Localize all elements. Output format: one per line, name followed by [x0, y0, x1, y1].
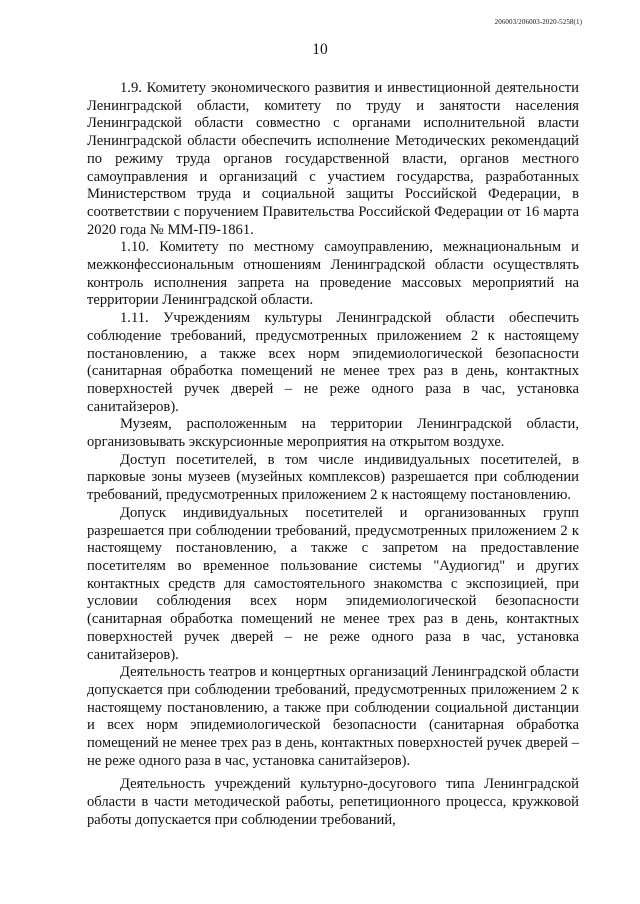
paragraph-park-access: Доступ посетителей, в том числе индивидуальных посетителей, в парковые зоны музеев (музейных комплексов) разрешается при соблюдении требований, предусмотренных приложением 2 к настоящему постановлению.: [87, 451, 579, 504]
paragraph-museums: Музеям, расположенным на территории Ленинградской области, организовывать экскурсионные мероприятия на открытом воздухе.: [87, 416, 579, 451]
paragraph-1-9: 1.9. Комитету экономического развития и инвестиционной деятельности Ленинградской области, комитету по труду и занятости населения Ленинградской области совместно с органами исполнительной власти Ленинградской области обеспечить исполнение Методических рекомендаций по режиму труда органов государственной власти, органов местного самоуправления и организаций с участием государства, разработанных Министерством труда и социальной защиты Российской Федерации, в соответствии с поручением Правительства Российской Федерации от 16 марта 2020 года № ММ-П9-1861.: [87, 80, 579, 238]
document-body: [87, 80, 579, 830]
paragraph-theatres: Деятельность театров и концертных организаций Ленинградской области допускается при соблюдении требований, предусмотренных приложением 2 к настоящему постановлению, а также при соблюдении социальной дистанции и всех норм эпидемиологической безопасности (санитарная обработка помещений не менее трех раз в день, контактных поверхностей ручек дверей – не реже одного раза в час, установка санитайзеров).: [87, 664, 579, 769]
paragraph-cultural-leisure: Деятельность учреждений культурно-досугового типа Ленинградской области в части методической работы, репетиционного процесса, кружковой работы допускается при соблюдении требований,: [87, 776, 579, 828]
paragraph-1-10: 1.10. Комитету по местному самоуправлению, межнациональным и межконфессиональным отношениям Ленинградской области осуществлять контроль исполнения запрета на проведение массовых мероприятий на территории Ленинградской области.: [87, 239, 579, 309]
page-number: 10: [312, 41, 328, 58]
paragraph-group-admission: Допуск индивидуальных посетителей и организованных групп разрешается при соблюдении требований, предусмотренных приложением 2 к настоящему постановлению, а также с запретом на предоставление посетителям во временное пользование системы "Аудиогид" и других контактных средств для самостоятельного знакомства с экспозицией, при условии соблюдения всех норм эпидемиологической безопасности (санитарная обработка помещений не менее трех раз в день, контактных поверхностей ручек дверей – не реже одного раза в час, установка санитайзеров).: [87, 504, 579, 663]
document-id: 206003/206003-2020-5258(1): [494, 18, 582, 26]
paragraph-1-11: 1.11. Учреждениям культуры Ленинградской области обеспечить соблюдение требований, предусмотренных приложением 2 к настоящему постановлению, а также всех норм эпидемиологической безопасности (санитарная обработка помещений не менее трех раз в день, контактных поверхностей ручек дверей – не реже одного раза в час, установка санитайзеров).: [87, 310, 579, 415]
